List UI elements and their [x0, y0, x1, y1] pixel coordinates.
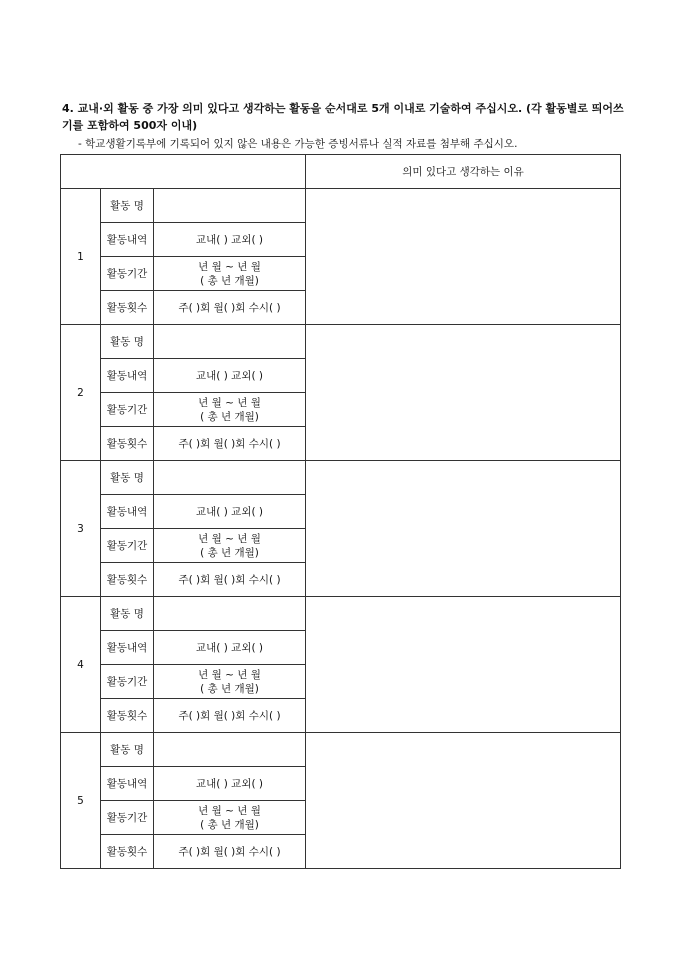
period-range: 년 월 ~ 년 월 — [198, 396, 261, 409]
period-range: 년 월 ~ 년 월 — [198, 668, 261, 681]
activity-name-field[interactable] — [154, 325, 306, 359]
activity-detail-label: 활동내역 — [101, 495, 154, 529]
activity-name-label: 활동 명 — [101, 325, 154, 359]
activity-row-name — [61, 733, 621, 767]
activity-number: 4 — [61, 597, 101, 733]
activity-table — [60, 154, 621, 869]
activity-period-field[interactable] — [154, 529, 306, 563]
activity-number: 1 — [61, 189, 101, 325]
activity-detail-field[interactable]: 교내( ) 교외( ) — [154, 495, 306, 529]
question-title: 4. 교내·외 활동 중 가장 의미 있다고 생각하는 활동을 순서대로 5개 이내로 기술하여 주십시오. (각 활동별로 띄어쓰기를 포함하여 500자 이내) — [62, 102, 624, 132]
activity-reason-field[interactable] — [306, 325, 621, 461]
period-total: ( 총 년 개월) — [200, 818, 259, 831]
activity-count-label: 활동횟수 — [101, 835, 154, 869]
activity-count-field[interactable]: 주( )회 월( )회 수시( ) — [154, 427, 306, 461]
activity-detail-field[interactable]: 교내( ) 교외( ) — [154, 359, 306, 393]
activity-detail-label: 활동내역 — [101, 359, 154, 393]
activity-count-label: 활동횟수 — [101, 427, 154, 461]
activity-number: 2 — [61, 325, 101, 461]
activity-detail-label: 활동내역 — [101, 767, 154, 801]
activity-detail-label: 활동내역 — [101, 223, 154, 257]
activity-count-label: 활동횟수 — [101, 291, 154, 325]
period-total: ( 총 년 개월) — [200, 546, 259, 559]
activity-name-field[interactable] — [154, 733, 306, 767]
table-header-row — [61, 155, 621, 189]
activity-name-field[interactable] — [154, 461, 306, 495]
activity-row-name — [61, 325, 621, 359]
activity-detail-field[interactable]: 교내( ) 교외( ) — [154, 223, 306, 257]
period-range: 년 월 ~ 년 월 — [198, 260, 261, 273]
activity-period-label: 활동기간 — [101, 529, 154, 563]
period-total: ( 총 년 개월) — [200, 410, 259, 423]
activity-number: 5 — [61, 733, 101, 869]
activity-reason-field[interactable] — [306, 733, 621, 869]
period-total: ( 총 년 개월) — [200, 274, 259, 287]
activity-period-label: 활동기간 — [101, 393, 154, 427]
activity-detail-field[interactable]: 교내( ) 교외( ) — [154, 767, 306, 801]
activity-name-label: 활동 명 — [101, 733, 154, 767]
activity-detail-field[interactable]: 교내( ) 교외( ) — [154, 631, 306, 665]
question-note: - 학교생활기록부에 기록되어 있지 않은 내용은 가능한 증빙서류나 실적 자료를 첨부해 주십시오. — [78, 138, 518, 150]
period-range: 년 월 ~ 년 월 — [198, 532, 261, 545]
activity-period-field[interactable] — [154, 665, 306, 699]
activity-name-field[interactable] — [154, 597, 306, 631]
activity-period-label: 활동기간 — [101, 257, 154, 291]
activity-period-field[interactable] — [154, 801, 306, 835]
activity-reason-field[interactable] — [306, 597, 621, 733]
activity-count-field[interactable]: 주( )회 월( )회 수시( ) — [154, 563, 306, 597]
activity-count-label: 활동횟수 — [101, 699, 154, 733]
activity-period-label: 활동기간 — [101, 665, 154, 699]
period-total: ( 총 년 개월) — [200, 682, 259, 695]
activity-reason-field[interactable] — [306, 189, 621, 325]
activity-name-label: 활동 명 — [101, 597, 154, 631]
activity-row-name — [61, 597, 621, 631]
activity-count-field[interactable]: 주( )회 월( )회 수시( ) — [154, 699, 306, 733]
activity-name-label: 활동 명 — [101, 189, 154, 223]
activity-name-field[interactable] — [154, 189, 306, 223]
activity-period-field[interactable] — [154, 393, 306, 427]
activity-detail-label: 활동내역 — [101, 631, 154, 665]
header-reason-cell: 의미 있다고 생각하는 이유 — [306, 155, 621, 189]
activity-reason-field[interactable] — [306, 461, 621, 597]
activity-period-label: 활동기간 — [101, 801, 154, 835]
header-blank-cell — [61, 155, 306, 189]
activity-count-field[interactable]: 주( )회 월( )회 수시( ) — [154, 291, 306, 325]
period-range: 년 월 ~ 년 월 — [198, 804, 261, 817]
activity-row-name — [61, 461, 621, 495]
activity-count-label: 활동횟수 — [101, 563, 154, 597]
activity-row-name — [61, 189, 621, 223]
activity-count-field[interactable]: 주( )회 월( )회 수시( ) — [154, 835, 306, 869]
activity-number: 3 — [61, 461, 101, 597]
activity-name-label: 활동 명 — [101, 461, 154, 495]
activity-period-field[interactable] — [154, 257, 306, 291]
